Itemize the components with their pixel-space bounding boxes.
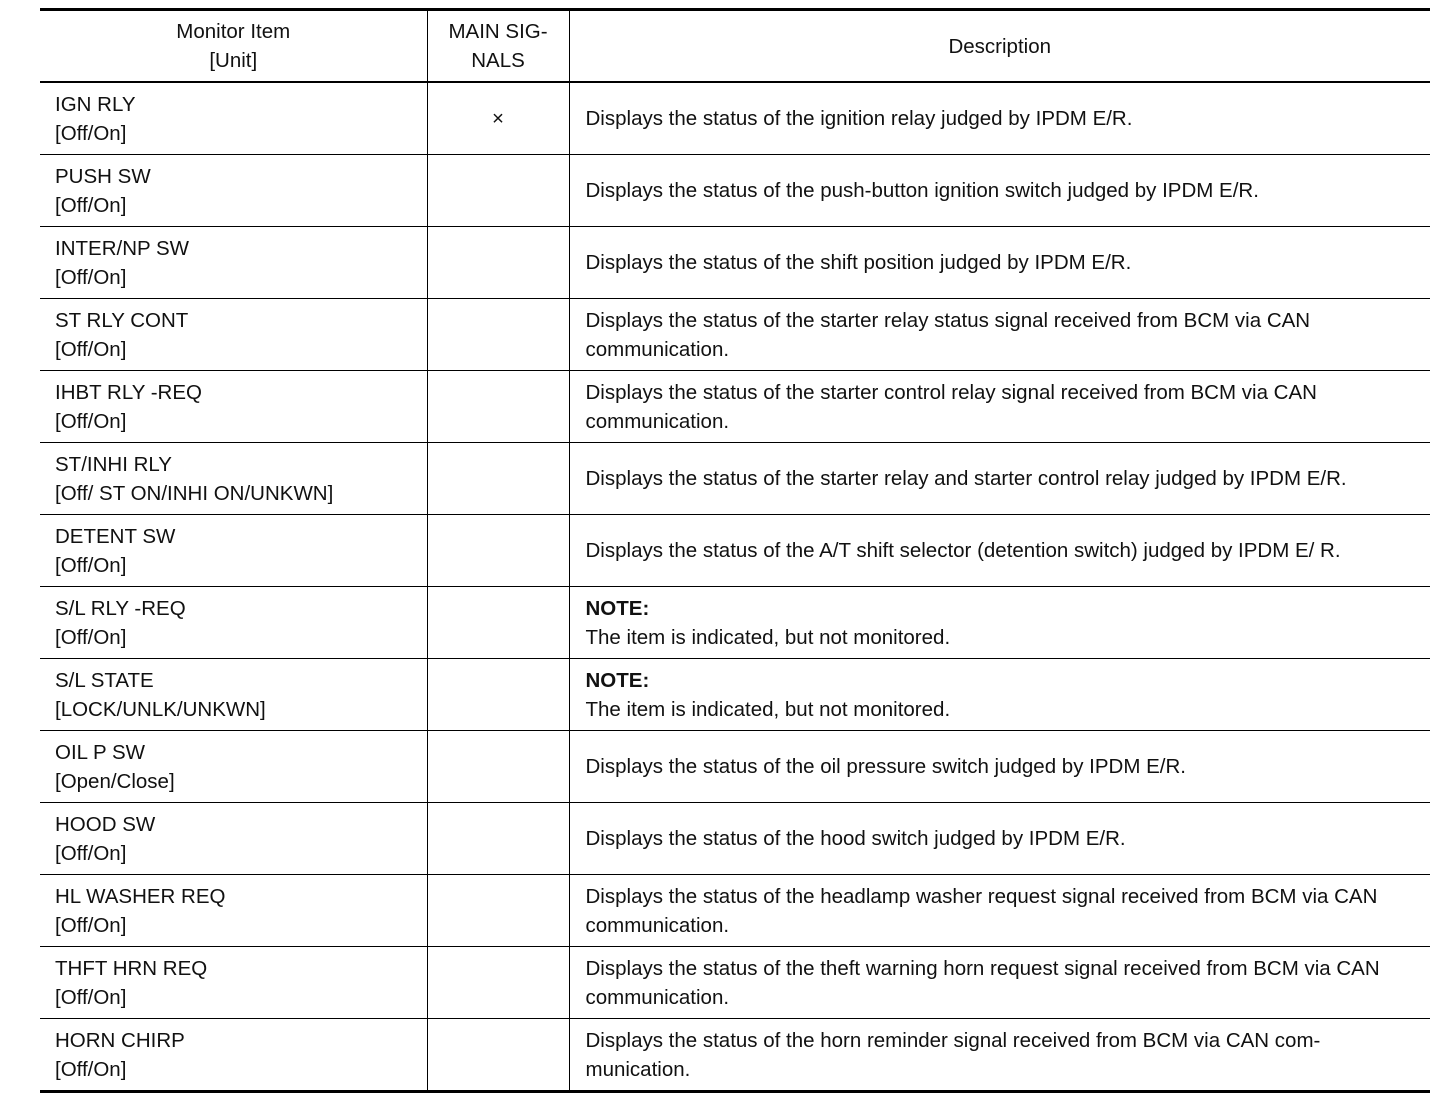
monitor-item-name: IGN RLY — [55, 92, 136, 116]
monitor-item-cell — [40, 587, 427, 659]
header-main-signals-line2: NALS — [471, 49, 525, 72]
monitor-item-table — [40, 8, 1430, 1093]
monitor-item-unit: [Off/On] — [55, 913, 127, 937]
main-signal-cell — [427, 227, 569, 299]
description-cell — [569, 875, 1430, 947]
main-signal-cell — [427, 371, 569, 443]
table-row — [40, 227, 1430, 299]
header-main-signals — [427, 10, 569, 83]
table-row — [40, 299, 1430, 371]
description-text: Displays the status of the starter relay status signal received from BCM via CAN communication. — [585, 308, 1311, 361]
monitor-item-name: S/L RLY -REQ — [55, 596, 186, 620]
description-cell — [569, 947, 1430, 1019]
header-main-signals-line1: MAIN SIG- — [448, 20, 548, 43]
monitor-item-unit: [Off/On] — [55, 985, 127, 1009]
monitor-item-name: IHBT RLY -REQ — [55, 380, 202, 404]
description-cell — [569, 587, 1430, 659]
table-header-row — [40, 10, 1430, 83]
monitor-item-cell — [40, 82, 427, 155]
table-row — [40, 659, 1430, 731]
description-cell — [569, 659, 1430, 731]
table-row — [40, 371, 1430, 443]
monitor-item-unit: [Open/Close] — [55, 769, 175, 793]
monitor-item-name: OIL P SW — [55, 740, 145, 764]
monitor-item-unit: [Off/On] — [55, 193, 127, 217]
note-label: NOTE: — [585, 596, 650, 620]
description-text: Displays the status of the theft warning horn request signal received from BCM via CAN communication. — [585, 956, 1380, 1009]
description-text: Displays the status of the shift position judged by IPDM E/R. — [585, 251, 1132, 274]
table-row — [40, 82, 1430, 155]
monitor-item-name: INTER/NP SW — [55, 236, 190, 260]
main-signal-cell — [427, 155, 569, 227]
monitor-item-unit: [Off/On] — [55, 625, 127, 649]
table-row — [40, 1019, 1430, 1092]
main-signal-cell — [427, 659, 569, 731]
description-text: The item is indicated, but not monitored. — [585, 697, 951, 721]
monitor-item-cell — [40, 659, 427, 731]
main-signal-cell — [427, 875, 569, 947]
description-text: The item is indicated, but not monitored. — [585, 625, 951, 649]
header-monitor-item — [40, 10, 427, 83]
monitor-item-name: DETENT SW — [55, 524, 176, 548]
main-signal-cell — [427, 299, 569, 371]
main-signal-cell — [427, 947, 569, 1019]
monitor-item-cell — [40, 875, 427, 947]
monitor-item-cell — [40, 155, 427, 227]
table-row — [40, 587, 1430, 659]
monitor-item-name: PUSH SW — [55, 164, 151, 188]
monitor-item-cell — [40, 515, 427, 587]
description-text: Displays the status of the hood switch judged by IPDM E/R. — [585, 827, 1126, 850]
monitor-item-unit: [Off/On] — [55, 265, 127, 289]
monitor-item-name: THFT HRN REQ — [55, 956, 208, 980]
note-label: NOTE: — [585, 668, 650, 692]
table-row — [40, 947, 1430, 1019]
monitor-item-cell — [40, 803, 427, 875]
description-cell — [569, 803, 1430, 875]
monitor-item-name: ST/INHI RLY — [55, 452, 172, 476]
description-cell — [569, 731, 1430, 803]
main-signal-cell — [427, 515, 569, 587]
description-cell — [569, 515, 1430, 587]
description-text: Displays the status of the push-button ignition switch judged by IPDM E/R. — [585, 179, 1259, 202]
monitor-item-name: HORN CHIRP — [55, 1028, 185, 1052]
main-signal-cell — [427, 1019, 569, 1092]
table-row — [40, 803, 1430, 875]
main-signal-cell — [427, 587, 569, 659]
main-signal-cell — [427, 731, 569, 803]
description-cell — [569, 227, 1430, 299]
table-row — [40, 515, 1430, 587]
monitor-item-name: ST RLY CONT — [55, 308, 189, 332]
monitor-item-unit: [Off/ ST ON/INHI ON/UNKWN] — [55, 481, 334, 505]
main-signal-cell: × — [427, 82, 569, 155]
description-cell — [569, 371, 1430, 443]
monitor-item-cell — [40, 371, 427, 443]
monitor-item-unit: [Off/On] — [55, 553, 127, 577]
monitor-item-name: S/L STATE — [55, 668, 154, 692]
header-description: Description — [569, 10, 1430, 83]
table-row — [40, 731, 1430, 803]
description-text: Displays the status of the starter control relay signal received from BCM via CAN communication. — [585, 380, 1317, 433]
header-unit-label: [Unit] — [209, 49, 258, 72]
description-cell — [569, 155, 1430, 227]
description-text: Displays the status of the oil pressure switch judged by IPDM E/R. — [585, 755, 1186, 778]
description-cell — [569, 1019, 1430, 1092]
description-cell — [569, 443, 1430, 515]
monitor-item-unit: [LOCK/UNLK/UNKWN] — [55, 697, 266, 721]
table-row — [40, 875, 1430, 947]
monitor-item-name: HOOD SW — [55, 812, 156, 836]
description-text: Displays the status of the starter relay and starter control relay judged by IPDM E/R. — [585, 467, 1347, 490]
monitor-item-name: HL WASHER REQ — [55, 884, 226, 908]
monitor-item-unit: [Off/On] — [55, 1057, 127, 1081]
monitor-item-cell — [40, 227, 427, 299]
monitor-item-cell — [40, 299, 427, 371]
description-cell — [569, 299, 1430, 371]
description-text: Displays the status of the headlamp washer request signal received from BCM via CAN communication. — [585, 884, 1378, 937]
main-signal-cell — [427, 443, 569, 515]
description-text: Displays the status of the ignition relay judged by IPDM E/R. — [585, 107, 1133, 130]
table-row — [40, 155, 1430, 227]
monitor-item-cell — [40, 731, 427, 803]
description-text: Displays the status of the A/T shift selector (detention switch) judged by IPDM E/ R. — [585, 539, 1341, 562]
monitor-item-cell — [40, 443, 427, 515]
main-signal-cell — [427, 803, 569, 875]
monitor-item-unit: [Off/On] — [55, 337, 127, 361]
monitor-item-unit: [Off/On] — [55, 409, 127, 433]
monitor-item-cell — [40, 947, 427, 1019]
table-row — [40, 443, 1430, 515]
description-cell — [569, 82, 1430, 155]
monitor-item-cell — [40, 1019, 427, 1092]
monitor-item-unit: [Off/On] — [55, 841, 127, 865]
description-text: Displays the status of the horn reminder signal received from BCM via CAN com-munication. — [585, 1028, 1321, 1081]
header-monitor-item-label: Monitor Item — [176, 20, 291, 43]
monitor-item-unit: [Off/On] — [55, 121, 127, 145]
